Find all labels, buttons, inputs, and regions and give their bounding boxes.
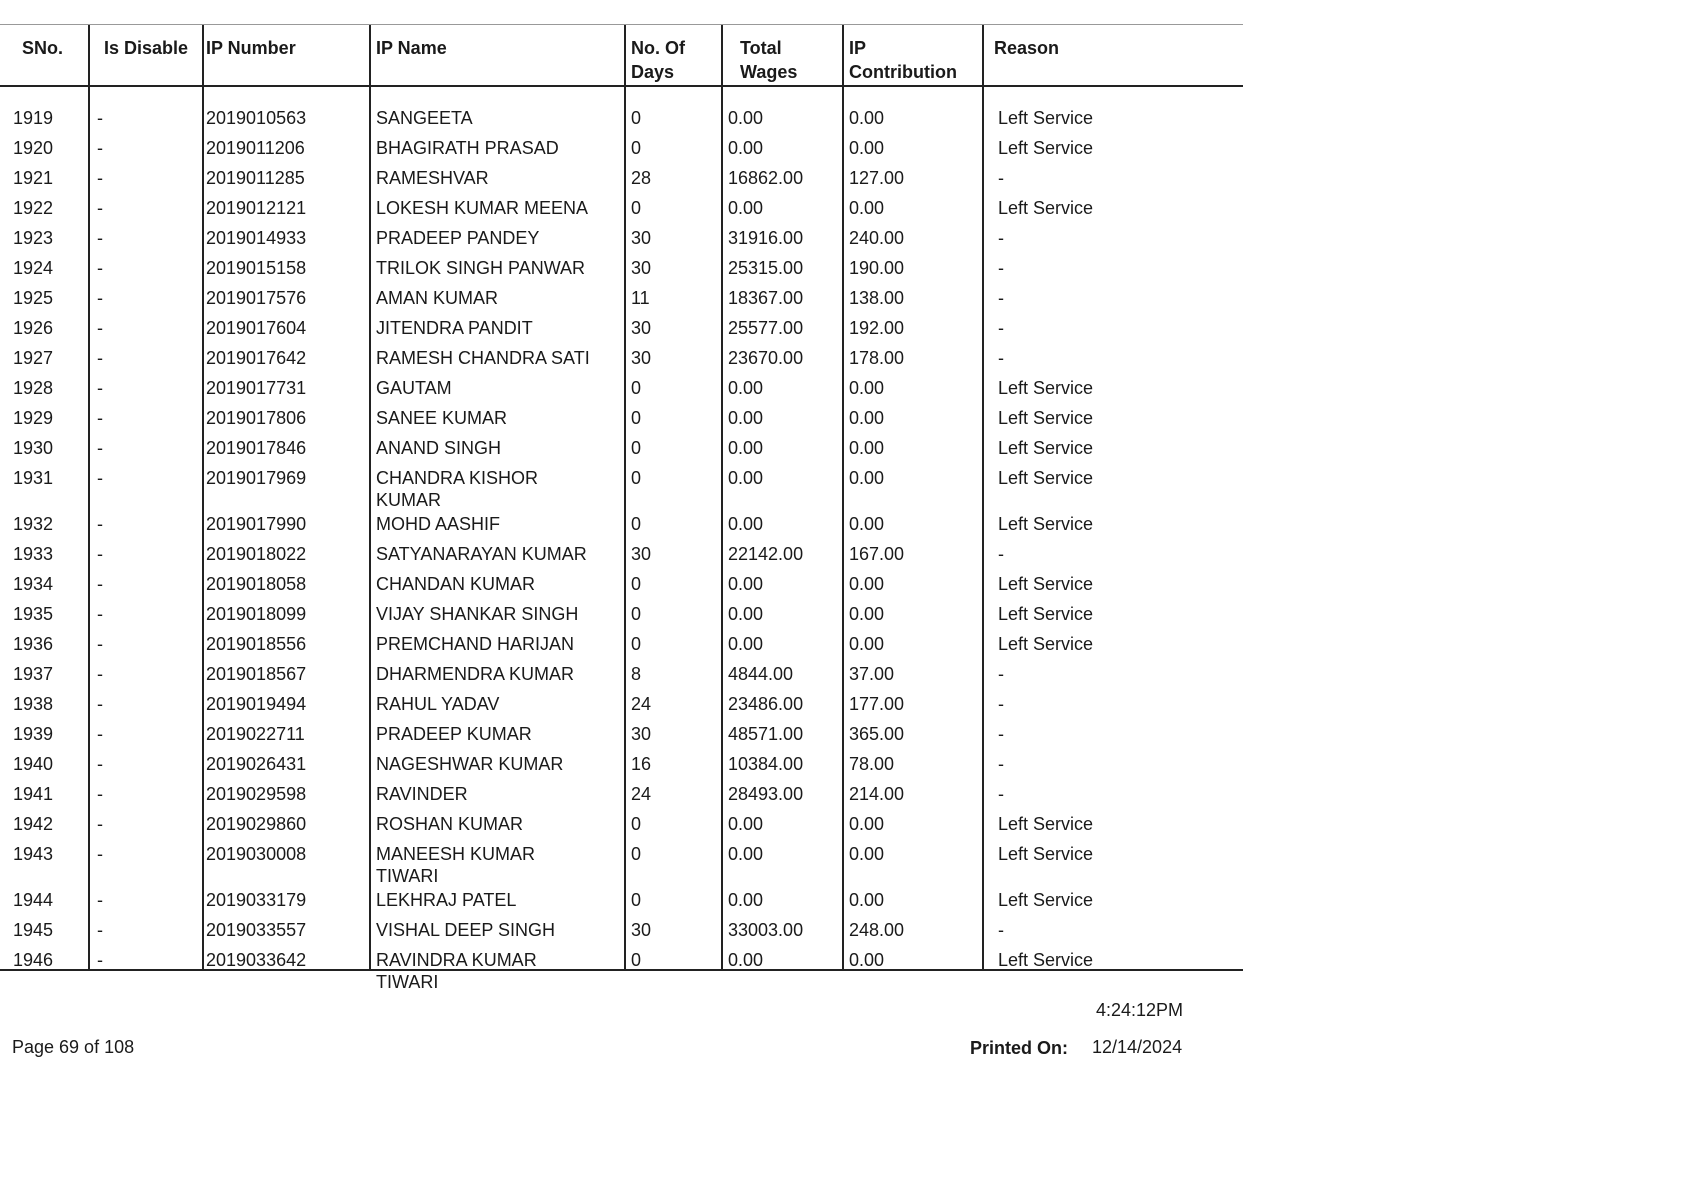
cell-ip-contribution: 0.00	[849, 890, 885, 910]
cell-total-wages: 0.00	[728, 408, 764, 428]
cell-is-disable: -	[97, 408, 103, 428]
table-top-border	[0, 24, 1243, 25]
cell-sno: 1935	[13, 604, 54, 624]
cell-total-wages: 0.00	[728, 634, 764, 654]
cell-total-wages: 23486.00	[728, 694, 804, 714]
cell-ip-name: PREMCHAND HARIJAN	[376, 634, 575, 654]
cell-ip-name: RAVINDER	[376, 784, 468, 804]
cell-total-wages: 25315.00	[728, 258, 804, 278]
cell-no-of-days: 11	[631, 288, 650, 308]
cell-total-wages: 4844.00	[728, 664, 794, 684]
cell-reason: -	[998, 724, 1004, 744]
cell-is-disable: -	[97, 694, 103, 714]
cell-total-wages: 0.00	[728, 844, 764, 864]
cell-ip-contribution: 0.00	[849, 378, 885, 398]
cell-ip-contribution: 178.00	[849, 348, 905, 368]
cell-sno: 1923	[13, 228, 54, 248]
cell-no-of-days: 30	[631, 318, 652, 338]
cell-sno: 1928	[13, 378, 54, 398]
cell-sno: 1942	[13, 814, 54, 834]
header-sno: SNo.	[22, 38, 64, 58]
cell-ip-number: 2019010563	[206, 108, 307, 128]
cell-sno: 1922	[13, 198, 54, 218]
cell-is-disable: -	[97, 664, 103, 684]
cell-ip-number: 2019030008	[206, 844, 307, 864]
cell-ip-name: GAUTAM	[376, 378, 452, 398]
cell-is-disable: -	[97, 844, 103, 864]
cell-ip-contribution: 190.00	[849, 258, 905, 278]
header-no-of-days: No. Of Days	[631, 38, 685, 82]
cell-sno: 1933	[13, 544, 54, 564]
cell-ip-contribution: 214.00	[849, 784, 905, 804]
cell-total-wages: 0.00	[728, 378, 764, 398]
cell-sno: 1926	[13, 318, 54, 338]
page-number: Page 69 of 108	[12, 1037, 135, 1057]
cell-sno: 1931	[13, 468, 54, 488]
cell-reason: Left Service	[998, 950, 1094, 970]
cell-ip-number: 2019029598	[206, 784, 307, 804]
column-divider	[624, 25, 626, 970]
cell-no-of-days: 0	[631, 468, 642, 488]
cell-ip-number: 2019029860	[206, 814, 307, 834]
cell-reason: -	[998, 694, 1004, 714]
cell-ip-name: VIJAY SHANKAR SINGH	[376, 604, 579, 624]
cell-total-wages: 10384.00	[728, 754, 804, 774]
cell-no-of-days: 16	[631, 754, 652, 774]
cell-sno: 1937	[13, 664, 54, 684]
header-ip-contribution: IP Contribution	[849, 38, 957, 82]
cell-is-disable: -	[97, 108, 103, 128]
cell-reason: -	[998, 664, 1004, 684]
cell-ip-number: 2019017806	[206, 408, 307, 428]
cell-reason: Left Service	[998, 438, 1094, 458]
cell-is-disable: -	[97, 784, 103, 804]
header-ip-name: IP Name	[376, 38, 447, 58]
cell-no-of-days: 0	[631, 378, 642, 398]
cell-sno: 1921	[13, 168, 54, 188]
cell-ip-name: CHANDRA KISHOR KUMAR	[376, 468, 539, 510]
cell-reason: -	[998, 784, 1004, 804]
cell-total-wages: 0.00	[728, 438, 764, 458]
cell-reason: -	[998, 920, 1004, 940]
header-is-disable: Is Disable	[104, 38, 189, 58]
cell-total-wages: 0.00	[728, 514, 764, 534]
cell-no-of-days: 0	[631, 514, 642, 534]
cell-ip-number: 2019018099	[206, 604, 307, 624]
cell-ip-number: 2019033642	[206, 950, 307, 970]
header-reason: Reason	[994, 38, 1060, 58]
cell-reason: -	[998, 288, 1004, 308]
cell-ip-contribution: 0.00	[849, 604, 885, 624]
cell-reason: Left Service	[998, 378, 1094, 398]
cell-ip-number: 2019019494	[206, 694, 307, 714]
column-divider	[88, 25, 90, 970]
cell-ip-name: ROSHAN KUMAR	[376, 814, 524, 834]
cell-sno: 1929	[13, 408, 54, 428]
cell-ip-name: CHANDAN KUMAR	[376, 574, 536, 594]
cell-ip-number: 2019033179	[206, 890, 307, 910]
cell-is-disable: -	[97, 228, 103, 248]
cell-total-wages: 18367.00	[728, 288, 804, 308]
cell-is-disable: -	[97, 438, 103, 458]
cell-sno: 1919	[13, 108, 54, 128]
cell-total-wages: 33003.00	[728, 920, 804, 940]
cell-reason: Left Service	[998, 844, 1094, 864]
cell-total-wages: 0.00	[728, 950, 764, 970]
cell-no-of-days: 30	[631, 544, 652, 564]
column-divider	[982, 25, 984, 970]
cell-is-disable: -	[97, 634, 103, 654]
cell-reason: Left Service	[998, 890, 1094, 910]
cell-ip-name: SANGEETA	[376, 108, 473, 128]
cell-no-of-days: 0	[631, 438, 642, 458]
cell-ip-contribution: 138.00	[849, 288, 905, 308]
cell-reason: Left Service	[998, 408, 1094, 428]
cell-total-wages: 31916.00	[728, 228, 804, 248]
column-divider	[842, 25, 844, 970]
cell-reason: Left Service	[998, 574, 1094, 594]
cell-ip-name: MANEESH KUMAR TIWARI	[376, 844, 536, 886]
cell-sno: 1943	[13, 844, 54, 864]
cell-sno: 1939	[13, 724, 54, 744]
cell-total-wages: 0.00	[728, 468, 764, 488]
cell-ip-name: LEKHRAJ PATEL	[376, 890, 517, 910]
cell-is-disable: -	[97, 378, 103, 398]
cell-no-of-days: 30	[631, 258, 652, 278]
cell-ip-contribution: 0.00	[849, 574, 885, 594]
cell-is-disable: -	[97, 258, 103, 278]
cell-no-of-days: 30	[631, 920, 652, 940]
cell-is-disable: -	[97, 814, 103, 834]
cell-sno: 1932	[13, 514, 54, 534]
cell-total-wages: 0.00	[728, 814, 764, 834]
cell-total-wages: 0.00	[728, 890, 764, 910]
cell-total-wages: 25577.00	[728, 318, 804, 338]
cell-ip-number: 2019015158	[206, 258, 307, 278]
header-ip-number: IP Number	[206, 38, 296, 58]
cell-ip-number: 2019012121	[206, 198, 307, 218]
cell-ip-contribution: 0.00	[849, 950, 885, 970]
cell-ip-contribution: 78.00	[849, 754, 895, 774]
cell-total-wages: 0.00	[728, 574, 764, 594]
cell-ip-contribution: 0.00	[849, 634, 885, 654]
cell-is-disable: -	[97, 574, 103, 594]
cell-reason: -	[998, 348, 1004, 368]
cell-no-of-days: 0	[631, 890, 642, 910]
cell-ip-number: 2019018058	[206, 574, 307, 594]
cell-sno: 1941	[13, 784, 54, 804]
cell-ip-name: PRADEEP PANDEY	[376, 228, 540, 248]
cell-sno: 1927	[13, 348, 54, 368]
cell-ip-number: 2019033557	[206, 920, 307, 940]
cell-no-of-days: 0	[631, 634, 642, 654]
cell-no-of-days: 28	[631, 168, 652, 188]
cell-no-of-days: 24	[631, 694, 652, 714]
cell-ip-contribution: 0.00	[849, 408, 885, 428]
cell-reason: -	[998, 258, 1004, 278]
cell-sno: 1936	[13, 634, 54, 654]
cell-ip-number: 2019017990	[206, 514, 307, 534]
cell-ip-contribution: 127.00	[849, 168, 905, 188]
cell-is-disable: -	[97, 198, 103, 218]
cell-sno: 1945	[13, 920, 54, 940]
printed-on-label: Printed On:	[970, 1038, 1068, 1058]
cell-ip-number: 2019011206	[206, 138, 305, 158]
printed-time: 4:24:12PM	[1096, 1000, 1184, 1020]
cell-no-of-days: 0	[631, 814, 642, 834]
column-divider	[202, 25, 204, 970]
cell-is-disable: -	[97, 950, 103, 970]
cell-ip-name: VISHAL DEEP SINGH	[376, 920, 556, 940]
cell-ip-name: BHAGIRATH PRASAD	[376, 138, 559, 158]
cell-reason: Left Service	[998, 198, 1094, 218]
cell-no-of-days: 24	[631, 784, 652, 804]
cell-ip-contribution: 0.00	[849, 108, 885, 128]
cell-sno: 1925	[13, 288, 54, 308]
cell-reason: Left Service	[998, 138, 1094, 158]
cell-reason: Left Service	[998, 468, 1094, 488]
cell-ip-name: TRILOK SINGH PANWAR	[376, 258, 586, 278]
cell-ip-contribution: 0.00	[849, 438, 885, 458]
cell-sno: 1940	[13, 754, 54, 774]
cell-is-disable: -	[97, 318, 103, 338]
cell-is-disable: -	[97, 544, 103, 564]
cell-no-of-days: 0	[631, 408, 642, 428]
cell-ip-number: 2019022711	[206, 724, 305, 744]
cell-ip-name: ANAND SINGH	[376, 438, 502, 458]
cell-sno: 1934	[13, 574, 54, 594]
cell-ip-contribution: 37.00	[849, 664, 895, 684]
cell-reason: Left Service	[998, 814, 1094, 834]
cell-ip-name: SATYANARAYAN KUMAR	[376, 544, 587, 564]
cell-total-wages: 0.00	[728, 198, 764, 218]
cell-ip-contribution: 240.00	[849, 228, 905, 248]
cell-ip-name: RAMESHVAR	[376, 168, 489, 188]
cell-reason: -	[998, 754, 1004, 774]
cell-is-disable: -	[97, 724, 103, 744]
cell-reason: -	[998, 228, 1004, 248]
cell-reason: Left Service	[998, 108, 1094, 128]
cell-reason: Left Service	[998, 604, 1094, 624]
cell-ip-name: PRADEEP KUMAR	[376, 724, 532, 744]
cell-ip-name: RAVINDRA KUMAR TIWARI	[376, 950, 537, 992]
cell-ip-contribution: 365.00	[849, 724, 905, 744]
column-divider	[369, 25, 371, 970]
header-total-wages: Total Wages	[740, 38, 798, 82]
cell-no-of-days: 0	[631, 138, 642, 158]
cell-sno: 1924	[13, 258, 54, 278]
cell-is-disable: -	[97, 168, 103, 188]
cell-is-disable: -	[97, 288, 103, 308]
cell-total-wages: 22142.00	[728, 544, 804, 564]
cell-ip-name: SANEE KUMAR	[376, 408, 508, 428]
cell-ip-contribution: 0.00	[849, 468, 885, 488]
cell-is-disable: -	[97, 604, 103, 624]
cell-ip-name: JITENDRA PANDIT	[376, 318, 533, 338]
cell-ip-number: 2019018556	[206, 634, 307, 654]
cell-ip-number: 2019026431	[206, 754, 307, 774]
cell-ip-contribution: 192.00	[849, 318, 905, 338]
cell-ip-number: 2019014933	[206, 228, 307, 248]
cell-ip-contribution: 0.00	[849, 138, 885, 158]
cell-ip-name: LOKESH KUMAR MEENA	[376, 198, 589, 218]
cell-ip-name: MOHD AASHIF	[376, 514, 501, 534]
cell-reason: -	[998, 168, 1004, 188]
cell-total-wages: 0.00	[728, 604, 764, 624]
cell-no-of-days: 30	[631, 228, 652, 248]
header-bottom-border	[0, 85, 1243, 87]
cell-reason: -	[998, 318, 1004, 338]
cell-ip-number: 2019017604	[206, 318, 307, 338]
cell-ip-number: 2019017731	[206, 378, 307, 398]
cell-ip-contribution: 177.00	[849, 694, 905, 714]
cell-sno: 1944	[13, 890, 54, 910]
cell-sno: 1938	[13, 694, 54, 714]
cell-no-of-days: 0	[631, 950, 642, 970]
cell-sno: 1930	[13, 438, 54, 458]
cell-ip-name: RAHUL YADAV	[376, 694, 500, 714]
cell-total-wages: 0.00	[728, 138, 764, 158]
cell-no-of-days: 30	[631, 348, 652, 368]
cell-total-wages: 16862.00	[728, 168, 804, 188]
cell-sno: 1946	[13, 950, 54, 970]
cell-no-of-days: 8	[631, 664, 642, 684]
cell-ip-contribution: 167.00	[849, 544, 905, 564]
cell-is-disable: -	[97, 754, 103, 774]
cell-ip-name: NAGESHWAR KUMAR	[376, 754, 564, 774]
cell-ip-number: 2019011285	[206, 168, 305, 188]
cell-no-of-days: 0	[631, 198, 642, 218]
cell-no-of-days: 0	[631, 574, 642, 594]
cell-reason: Left Service	[998, 634, 1094, 654]
cell-is-disable: -	[97, 920, 103, 940]
cell-reason: Left Service	[998, 514, 1094, 534]
cell-ip-contribution: 0.00	[849, 514, 885, 534]
cell-total-wages: 0.00	[728, 108, 764, 128]
cell-no-of-days: 0	[631, 108, 642, 128]
column-divider	[721, 25, 723, 970]
cell-no-of-days: 0	[631, 844, 642, 864]
cell-is-disable: -	[97, 138, 103, 158]
cell-ip-number: 2019017642	[206, 348, 307, 368]
cell-is-disable: -	[97, 514, 103, 534]
cell-ip-number: 2019017576	[206, 288, 307, 308]
cell-total-wages: 28493.00	[728, 784, 804, 804]
cell-ip-contribution: 0.00	[849, 814, 885, 834]
cell-ip-contribution: 0.00	[849, 198, 885, 218]
cell-ip-contribution: 0.00	[849, 844, 885, 864]
cell-no-of-days: 0	[631, 604, 642, 624]
cell-ip-name: DHARMENDRA KUMAR	[376, 664, 575, 684]
cell-ip-number: 2019018567	[206, 664, 307, 684]
cell-total-wages: 48571.00	[728, 724, 804, 744]
cell-ip-name: RAMESH CHANDRA SATI	[376, 348, 590, 368]
cell-ip-name: AMAN KUMAR	[376, 288, 499, 308]
cell-is-disable: -	[97, 468, 103, 488]
cell-reason: -	[998, 544, 1004, 564]
cell-ip-contribution: 248.00	[849, 920, 905, 940]
cell-no-of-days: 30	[631, 724, 652, 744]
cell-ip-number: 2019017846	[206, 438, 307, 458]
cell-ip-number: 2019018022	[206, 544, 307, 564]
cell-is-disable: -	[97, 348, 103, 368]
printed-date: 12/14/2024	[1092, 1037, 1183, 1057]
cell-is-disable: -	[97, 890, 103, 910]
cell-ip-number: 2019017969	[206, 468, 307, 488]
cell-total-wages: 23670.00	[728, 348, 804, 368]
cell-sno: 1920	[13, 138, 54, 158]
